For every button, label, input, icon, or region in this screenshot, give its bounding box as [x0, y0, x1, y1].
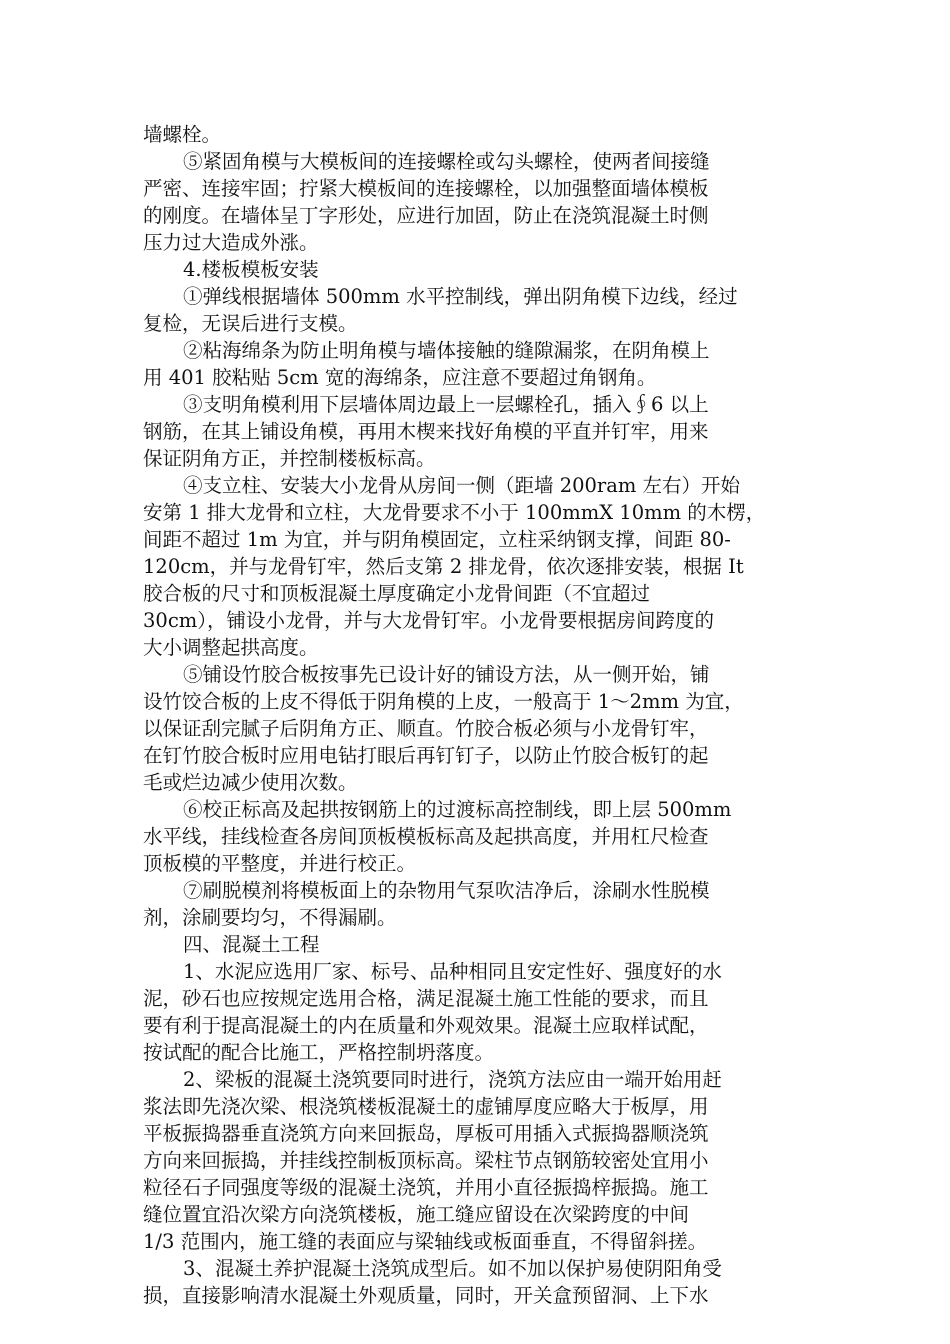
text-line: 设竹饺合板的上皮不得低于阴角模的上皮，一般高于 1～2mm 为宜， [143, 690, 744, 713]
text-line: 1、水泥应选用厂家、标号、品种相同且安定性好、强度好的水 [183, 960, 722, 983]
text-line: ⑦刷脱模剂将模板面上的杂物用气泵吹洁净后，涂刷水性脱模 [183, 879, 710, 902]
text-line: 墙螺栓。 [143, 123, 222, 146]
text-line: ④支立柱、安装大小龙骨从房间一侧（距墙 200ram 左右）开始 [183, 474, 741, 497]
text-line: 钢筋，在其上铺设角模，再用木楔来找好角模的平直并钉牢，用来 [143, 420, 709, 443]
text-line: 方向来回振捣，并挂线控制板顶标高。梁柱节点钢筋较密处宜用小 [143, 1149, 709, 1172]
text-line: 泥，砂石也应按规定选用合格，满足混凝土施工性能的要求，而且 [143, 987, 709, 1010]
text-line: 间距不超过 1m 为宜，并与阴角模固定，立柱采纳钢支撑，间距 80- [143, 528, 731, 551]
text-line: ⑥校正标高及起拱按钢筋上的过渡标高控制线，即上层 500mm [183, 798, 732, 821]
text-line: 1/3 范围内，施工缝的表面应与梁轴线或板面垂直，不得留斜搓。 [143, 1230, 708, 1253]
text-line: ⑤紧固角模与大模板间的连接螺栓或勾头螺栓，使两者间接缝 [183, 150, 710, 173]
text-line: 缝位置宜沿次梁方向浇筑楼板，施工缝应留设在次梁跨度的中间 [143, 1203, 690, 1226]
text-line: 复检，无误后进行支模。 [143, 312, 358, 335]
text-line: 四、混凝土工程 [183, 933, 320, 956]
text-line: 压力过大造成外涨。 [143, 231, 319, 254]
text-line: 的刚度。在墙体呈丁字形处，应进行加固，防止在浇筑混凝土时侧 [143, 204, 709, 227]
text-line: 3、混凝土养护混凝土浇筑成型后。如不加以保护易使阴阳角受 [183, 1257, 722, 1280]
text-line: 大小调整起拱高度。 [143, 636, 319, 659]
document-page [143, 121, 809, 1309]
text-line: 平板振捣器垂直浇筑方向来回振岛，厚板可用插入式振捣器顺浇筑 [143, 1122, 709, 1145]
text-line: 30cm），铺设小龙骨，并与大龙骨钉牢。小龙骨要根据房间跨度的 [143, 609, 714, 632]
text-line: 安第 1 排大龙骨和立柱，大龙骨要求不小于 100mmX 10mm 的木楞， [143, 501, 766, 524]
text-line: 以保证刮完腻子后阴角方正、顺直。竹胶合板必须与小龙骨钉牢， [143, 717, 709, 740]
text-line: 在钉竹胶合板时应用电钻打眼后再钉钉子，以防止竹胶合板钉的起 [143, 744, 709, 767]
text-line: ②粘海绵条为防止明角模与墙体接触的缝隙漏浆，在阴角模上 [183, 339, 710, 362]
text-line: ①弹线根据墙体 500mm 水平控制线，弹出阴角模下边线，经过 [183, 285, 738, 308]
text-line: 120cm，并与龙骨钉牢，然后支第 2 排龙骨，依次逐排安装，根据 It [143, 555, 744, 578]
text-line: 2、梁板的混凝土浇筑要同时进行，浇筑方法应由一端开始用赶 [183, 1068, 722, 1091]
text-line: 顶板模的平整度，并进行校正。 [143, 852, 417, 875]
text-line: 严密、连接牢固；拧紧大模板间的连接螺栓，以加强整面墙体模板 [143, 177, 709, 200]
text-line: 按试配的配合比施工，严格控制坍落度。 [143, 1041, 495, 1064]
text-line: 要有利于提高混凝土的内在质量和外观效果。混凝土应取样试配， [143, 1014, 709, 1037]
text-line: 水平线，挂线检查各房间顶板模板标高及起拱高度，并用杠尺检查 [143, 825, 709, 848]
text-line: 胶合板的尺寸和顶板混凝土厚度确定小龙骨间距（不宜超过 [143, 582, 651, 605]
text-line: 保证阴角方正，并控制楼板标高。 [143, 447, 436, 470]
text-line: 粒径石子同强度等级的混凝土浇筑，并用小直径振捣梓振捣。施工 [143, 1176, 709, 1199]
text-line: ③支明角模利用下层墙体周边最上一层螺栓孔，插入∮6 以上 [183, 393, 709, 416]
text-line: 浆法即先浇次梁、根浇筑楼板混凝土的虚铺厚度应略大于板厚，用 [143, 1095, 709, 1118]
text-line: 剂，涂刷要均匀，不得漏刷。 [143, 906, 397, 929]
text-line: 用 401 胶粘贴 5cm 宽的海绵条，应注意不要超过角钢角。 [143, 366, 657, 389]
text-line: 毛或烂边减少使用次数。 [143, 771, 358, 794]
text-line: 4.楼板模板安装 [183, 258, 319, 281]
text-line: 损，直接影响清水混凝土外观质量，同时，开关盒预留洞、上下水 [143, 1284, 709, 1307]
text-line: ⑤铺设竹胶合板按事先已设计好的铺设方法，从一侧开始，铺 [183, 663, 710, 686]
